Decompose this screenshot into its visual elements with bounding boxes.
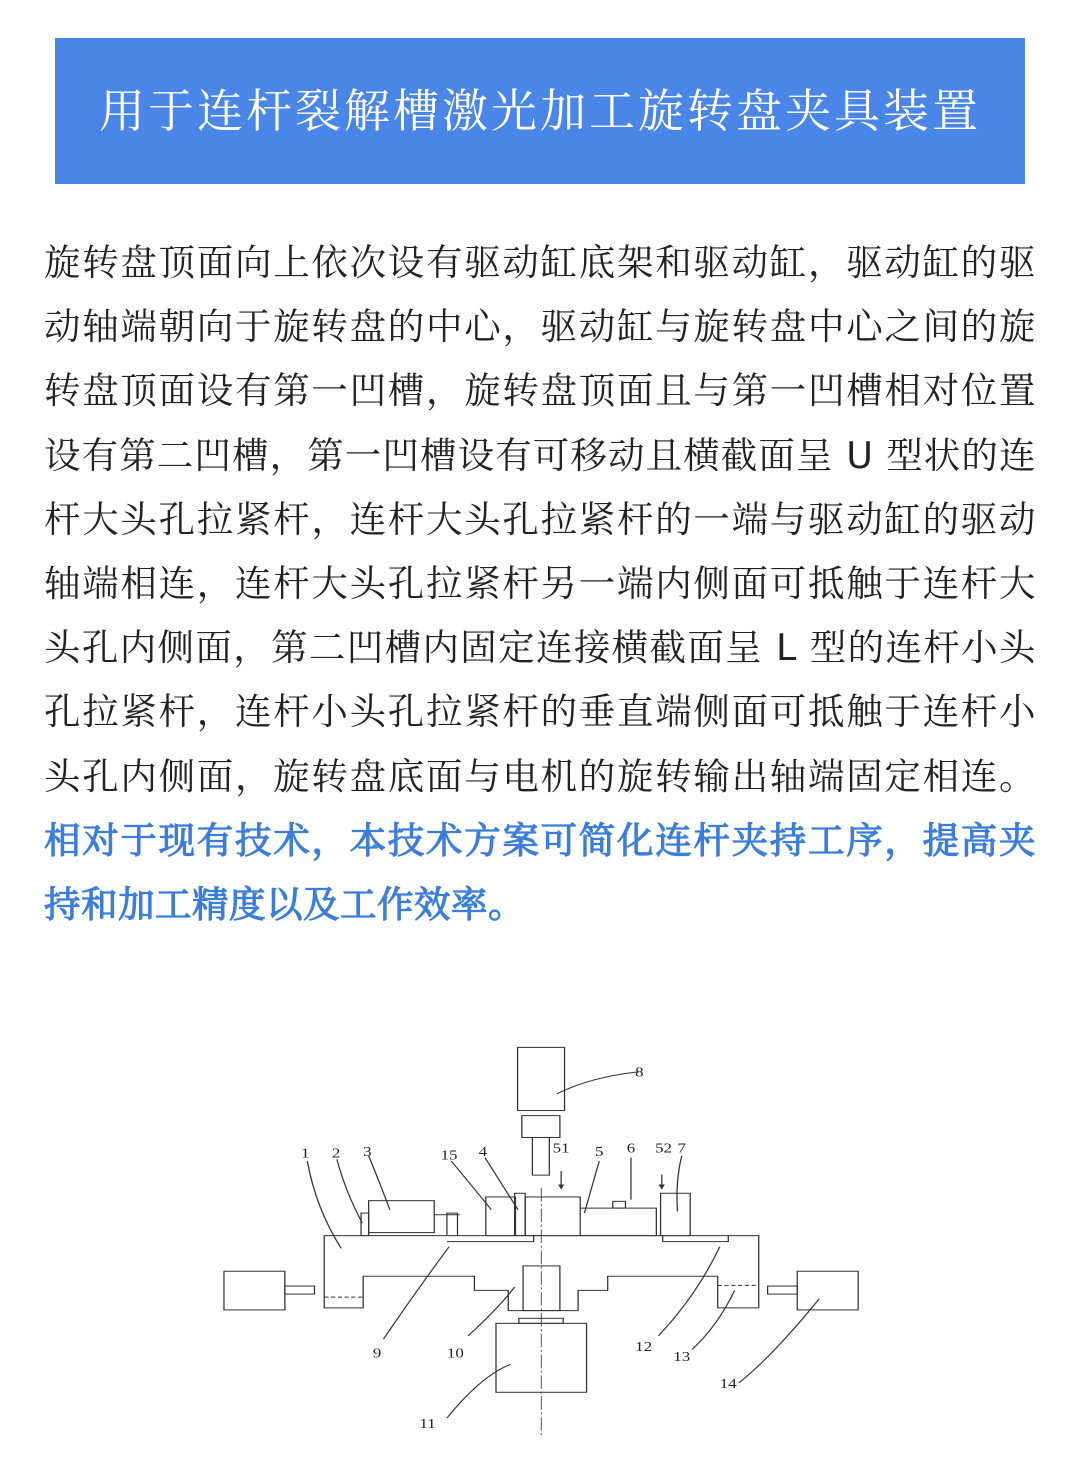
- label-7: 7: [677, 1141, 686, 1157]
- label-5: 5: [595, 1144, 604, 1160]
- label-4: 4: [478, 1144, 488, 1160]
- drive-cylinder: [369, 1201, 435, 1233]
- label-14: 14: [719, 1376, 737, 1392]
- description-paragraph: [44, 231, 1036, 937]
- label-11: 11: [419, 1416, 436, 1432]
- laser-head: [518, 1047, 565, 1110]
- part-labels: [301, 1065, 737, 1432]
- label-52: 52: [655, 1141, 672, 1157]
- label-51: 51: [552, 1141, 570, 1157]
- label-3: 3: [363, 1144, 372, 1160]
- highlight-text: 相对于现有技术，本技术方案可简化连杆夹持工序，提高夹持和加工精度以及工作效率。: [44, 818, 1036, 927]
- description-text: 旋转盘顶面向上依次设有驱动缸底架和驱动缸，驱动缸的驱动轴端朝向于旋转盘的中心，驱动缸与旋转盘中心之间的旋转盘顶面设有第一凹槽，旋转盘顶面且与第一凹槽相对位置设有第二凹槽，第一凹槽设有可移动且横截面呈 U 型状的连杆大头孔拉紧杆，连杆大头孔拉紧杆的一端与驱动缸的驱动轴端相连，连杆大头孔拉紧杆另一端内侧面可抵触于连杆大头孔内侧面，第二凹槽内固定连接横截面呈 L 型的连杆小头孔拉紧杆，连杆小头孔拉紧杆的垂直端侧面可抵触于连杆小头孔内侧面，旋转盘底面与电机的旋转输出轴端固定相连。: [44, 241, 1036, 798]
- label-15: 15: [440, 1147, 458, 1163]
- label-1: 1: [300, 1146, 310, 1162]
- patent-drawing: [210, 1040, 870, 1440]
- label-13: 13: [673, 1349, 691, 1365]
- label-6: 6: [626, 1141, 636, 1157]
- label-8: 8: [635, 1064, 644, 1080]
- label-2: 2: [331, 1146, 341, 1162]
- title-text: 用于连杆裂解槽激光加工旋转盘夹具装置: [99, 84, 981, 138]
- label-9: 9: [372, 1346, 382, 1362]
- page-title: [55, 38, 1025, 184]
- label-12: 12: [635, 1339, 653, 1355]
- label-10: 10: [446, 1346, 464, 1362]
